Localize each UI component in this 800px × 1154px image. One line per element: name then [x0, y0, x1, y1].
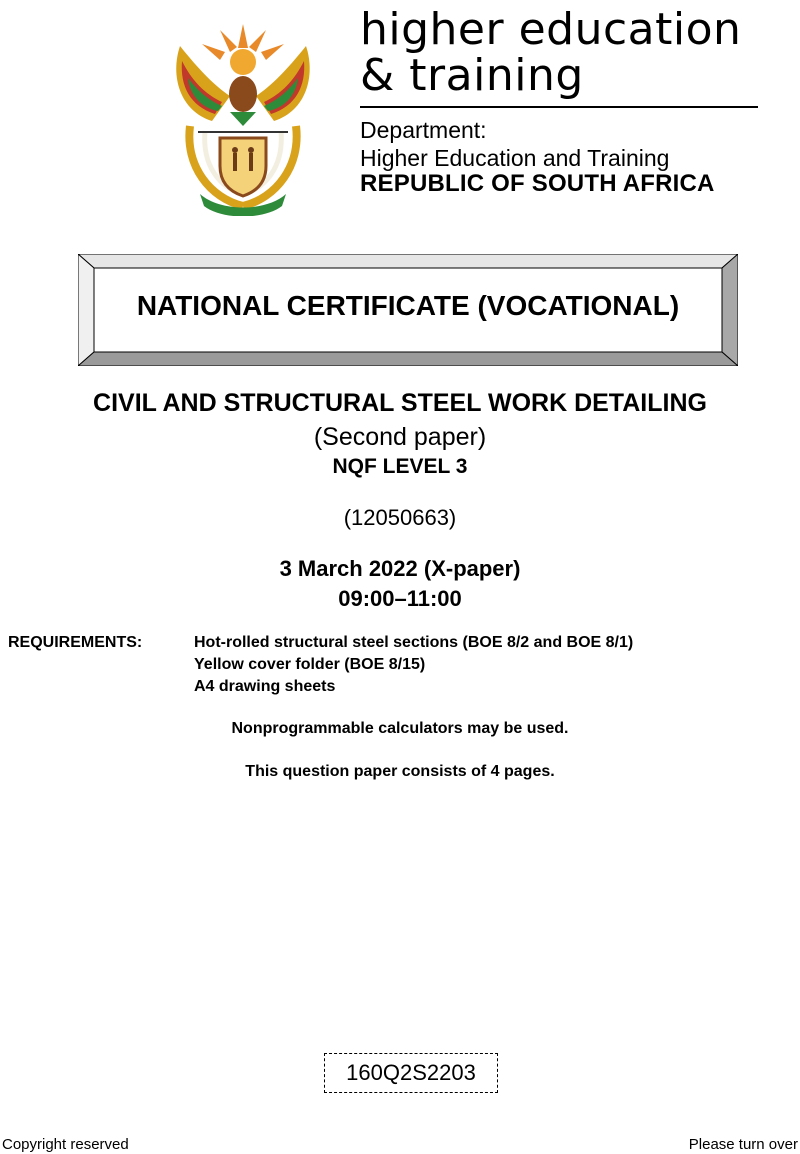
- department-name: Higher Education and Training: [360, 145, 670, 171]
- subject-code: (12050663): [343, 505, 457, 530]
- coat-of-arms-icon: [160, 16, 326, 216]
- department-label: Department:: [360, 117, 487, 143]
- requirement-item: A4 drawing sheets: [194, 678, 336, 695]
- brand-line-2: & training: [360, 50, 584, 101]
- page-count-note: This question paper consists of 4 pages.: [245, 763, 555, 780]
- brand-line-1: higher education: [360, 4, 742, 55]
- country-name: REPUBLIC OF SOUTH AFRICA: [360, 170, 715, 197]
- requirement-item: Yellow cover folder (BOE 8/15): [194, 656, 426, 673]
- requirement-item: Hot-rolled structural steel sections (BOE 8/2 and BOE 8/1): [194, 634, 634, 651]
- subject-name: CIVIL AND STRUCTURAL STEEL WORK DETAILING: [93, 389, 707, 417]
- brand-divider: [360, 106, 758, 108]
- nqf-level: NQF LEVEL 3: [332, 455, 468, 478]
- copyright-footer: Copyright reserved: [2, 1136, 129, 1153]
- paper-number: (Second paper): [313, 423, 487, 451]
- calculator-note: Nonprogrammable calculators may be used.: [231, 720, 569, 737]
- exam-time: 09:00–11:00: [338, 586, 462, 611]
- paper-code-box: 160Q2S2203: [324, 1053, 498, 1093]
- turn-over-footer: Please turn over: [688, 1136, 798, 1153]
- certificate-title: NATIONAL CERTIFICATE (VOCATIONAL): [136, 290, 680, 321]
- exam-date: 3 March 2022 (X-paper): [279, 556, 521, 581]
- requirements-label: REQUIREMENTS:: [8, 634, 143, 651]
